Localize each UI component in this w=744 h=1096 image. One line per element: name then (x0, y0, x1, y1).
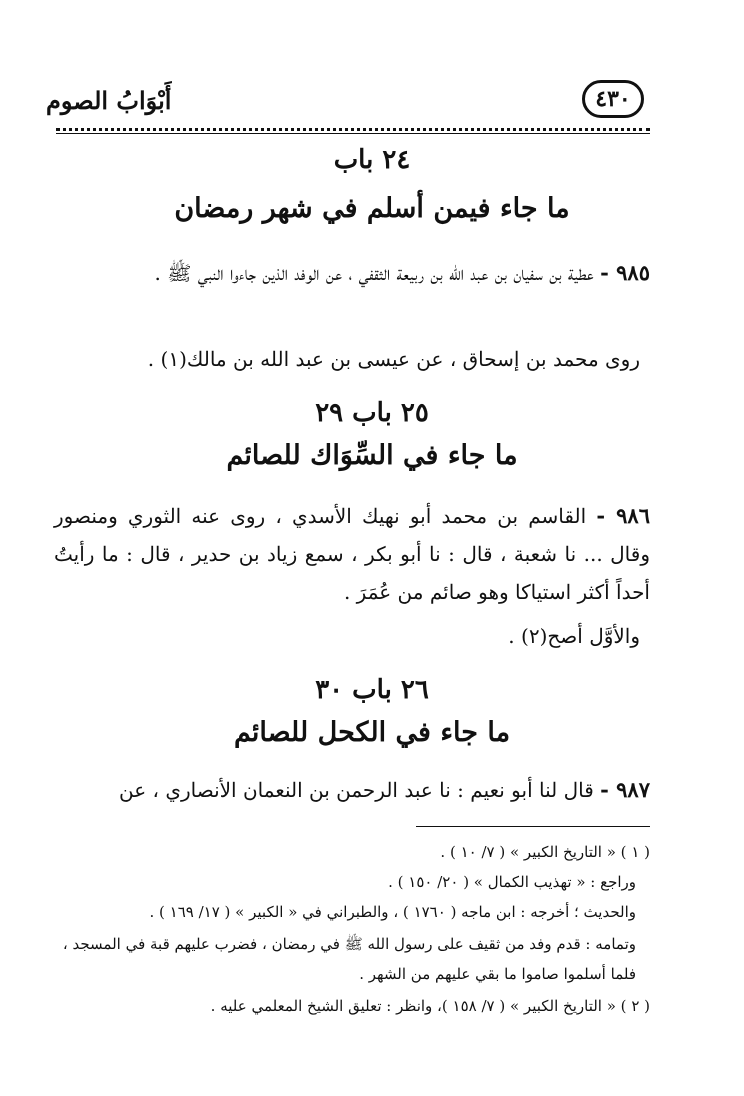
hadith-985 (54, 254, 650, 292)
hadith-985-text: عطية بن سفيان بن عبد الله بن ربيعة الثقفي ، عن الوفد الذين جاءوا النبي ﷺ . (154, 261, 601, 285)
header-dotted-rule (56, 128, 650, 131)
hadith-986-number: ٩٨٦ - (596, 503, 650, 528)
section-3-title: ما جاء في الكحل للصائم (233, 717, 511, 748)
hadith-985-number: ٩٨٥ - (600, 260, 650, 285)
footnote-line-1: ( ١ ) « التاريخ الكبير » ( ٧/ ١٠ ) . (440, 843, 650, 861)
hadith-986 (54, 497, 650, 611)
footnote-separator (416, 826, 650, 827)
footnote-line-3: والحديث ؛ أخرجه : ابن ماجه ( ١٧٦٠ ) ، والطبراني في « الكبير » ( ١٧/ ١٦٩ ) . (149, 903, 636, 921)
page-number: ٤٣٠ (595, 86, 631, 112)
section-1-bab: ٢٤ باب (333, 145, 411, 175)
hadith-987-text: قال لنا أبو نعيم : نا عبد الرحمن بن النعمان الأنصاري ، عن (118, 778, 601, 802)
page-number-badge (582, 80, 644, 118)
footnote-line-4: وتمامه : قدم وفد من ثقيف على رسول الله ﷺ في رمضان ، فضرب عليهم قبة في المسجد ، (62, 935, 636, 953)
header-solid-rule (56, 133, 650, 134)
hadith-986-text: القاسم بن محمد أبو نهيك الأسدي ، روى عنه الثوري ومنصور وقال ... نا شعبة ، قال : نا أبو بكر ، سمع زياد بن حدير ، قال : ما رأيتُ أحداً أكثر استياكا وهو صائم من عُمَرَ . (54, 504, 650, 604)
section-2-note (54, 617, 650, 655)
section-3-bab: ٢٦ باب ٣٠ (315, 675, 429, 705)
section-2-title: ما جاء في السِّوَاك للصائم (226, 440, 518, 471)
section-2-note-text: والأوَّل أصح(٢) . (508, 624, 640, 648)
footnote-line-2: وراجع : « تهذيب الكمال » ( ٢٠/ ١٥٠ ) . (388, 873, 636, 891)
section-1-note-text: روى محمد بن إسحاق ، عن عيسى بن عبد الله بن مالك(١) . (147, 347, 640, 371)
running-header-title: أَبْوَابُ الصوم (46, 86, 172, 115)
footnote-line-5: فلما أسلموا صاموا ما بقي عليهم من الشهر . (359, 965, 636, 983)
section-1-note (54, 340, 650, 378)
hadith-987-number: ٩٨٧ - (600, 777, 650, 802)
footnote-line-6: ( ٢ ) « التاريخ الكبير » ( ٧/ ١٥٨ )، وانظر : تعليق الشيخ المعلمي عليه . (210, 997, 650, 1015)
hadith-987 (54, 771, 650, 809)
section-1-title: ما جاء فيمن أسلم في شهر رمضان (174, 193, 570, 224)
section-2-bab: ٢٥ باب ٢٩ (315, 398, 429, 428)
